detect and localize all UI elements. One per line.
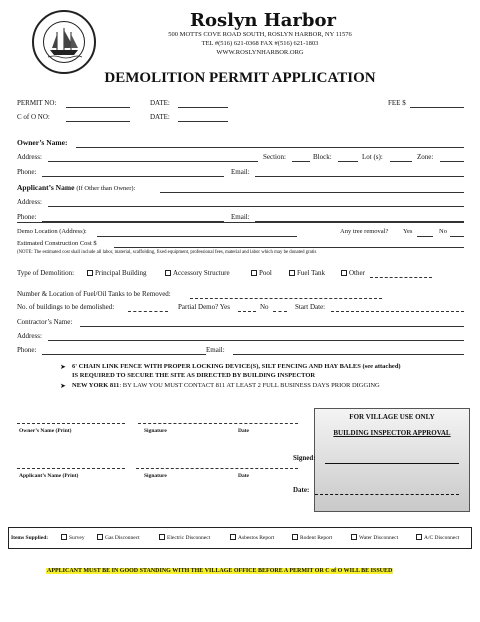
est-cost-label: Estimated Construction Cost $: [17, 240, 97, 247]
item-survey-label: Survey: [69, 535, 85, 541]
ny811-label: NEW YORK 811: [72, 382, 120, 389]
item-ac-disconnect[interactable]: [416, 534, 459, 541]
phone2-label: Phone:: [17, 213, 37, 221]
item-water-disconnect[interactable]: [351, 534, 398, 541]
phone1-label: Phone:: [17, 168, 37, 176]
applicant-note: (If Other than Owner):: [76, 185, 136, 192]
cost-note: (NOTE: The estimated cost shall include all labor, material, scaffolding, fixed equipment, professional fees, material and labor which may be donated gratis: [17, 250, 317, 255]
block-field[interactable]: [338, 161, 358, 162]
tree-yes-field[interactable]: [417, 236, 433, 237]
permit-no-field[interactable]: [66, 107, 130, 108]
email1-label: Email:: [231, 168, 250, 176]
item-asbestos-label: Asbestos Report: [238, 535, 275, 541]
email2-label: Email:: [231, 213, 250, 221]
zone-label: Zone:: [417, 153, 434, 161]
num-buildings-field[interactable]: [128, 311, 168, 312]
date1-field[interactable]: [178, 107, 228, 108]
applicant-signature-label: Signature: [144, 473, 167, 479]
ny811-notice: [72, 382, 380, 389]
demo-type-accessory[interactable]: [165, 269, 230, 277]
village-seal: [32, 10, 96, 74]
checkbox-icon[interactable]: [292, 534, 298, 540]
zone-field[interactable]: [440, 161, 464, 162]
tree-no-label: No: [439, 228, 447, 235]
applicant-print-label: Applicant’s Name (Print): [19, 473, 79, 479]
contractor-name-label: Contractor’s Name:: [17, 318, 73, 326]
checkbox-icon[interactable]: [230, 534, 236, 540]
applicant-name-text: Applicant’s Name: [17, 183, 75, 192]
fence-notice-line2: IS REQUIRED TO SECURE THE SITE AS DIRECTED BY BUILDING INSPECTOR: [72, 372, 316, 379]
demo-type-other-label: Other: [349, 269, 365, 277]
partial-demo-label: Partial Demo? Yes: [178, 303, 230, 311]
inspector-approval-title: BUILDING INSPECTOR APPROVAL: [333, 429, 451, 437]
applicant-signature-field[interactable]: [136, 468, 298, 469]
section-field[interactable]: [292, 161, 310, 162]
section-label: Section:: [263, 153, 286, 161]
town-name: Roslyn Harbor: [190, 10, 336, 31]
demo-type-other-field[interactable]: [370, 277, 432, 278]
owner-print-field[interactable]: [17, 423, 125, 424]
items-supplied-label: Items Supplied:: [11, 535, 49, 541]
phone3-field[interactable]: [42, 354, 206, 355]
town-phone-fax: TEL #(516) 621-0368 FAX #(516) 621-1803: [201, 40, 319, 47]
checkbox-icon[interactable]: [351, 534, 357, 540]
applicant-name-label: [17, 183, 135, 192]
email3-label: Email:: [206, 346, 225, 354]
start-date-field[interactable]: [331, 311, 464, 312]
phone1-field[interactable]: [42, 176, 224, 177]
signed-field[interactable]: [325, 463, 459, 464]
checkbox-icon[interactable]: [97, 534, 103, 540]
phone3-label: Phone:: [17, 346, 37, 354]
est-cost-field[interactable]: [114, 247, 464, 248]
box-date-label: Date:: [293, 486, 310, 494]
applicant-name-field[interactable]: [160, 192, 464, 193]
demo-type-principal-label: Principal Building: [95, 269, 147, 277]
demo-type-fuel-tank-label: Fuel Tank: [297, 269, 325, 277]
permit-no-label: PERMIT NO:: [17, 99, 57, 107]
demo-type-pool[interactable]: [251, 269, 272, 277]
phone2-field[interactable]: [42, 221, 224, 222]
demo-location-field[interactable]: [97, 236, 297, 237]
address2-label: Address:: [17, 198, 42, 206]
checkbox-icon[interactable]: [165, 270, 171, 276]
contractor-name-field[interactable]: [80, 326, 464, 327]
partial-yes-field[interactable]: [238, 311, 256, 312]
checkbox-icon[interactable]: [341, 270, 347, 276]
item-rodent-report[interactable]: [292, 534, 332, 541]
owner-date-label: Date: [238, 428, 249, 434]
good-standing-notice: APPLICANT MUST BE IN GOOD STANDING WITH THE VILLAGE OFFICE BEFORE A PERMIT OR C of O WILL BE ISSUED: [47, 568, 393, 574]
date2-field[interactable]: [178, 121, 228, 122]
date1-label: DATE:: [150, 99, 170, 107]
fuel-tanks-field[interactable]: [190, 298, 382, 299]
seal-inner-ring: [43, 21, 85, 63]
demo-type-other[interactable]: [341, 269, 365, 277]
signed-label: Signed:: [293, 454, 316, 462]
bullet-arrow-icon: ➤: [60, 382, 66, 390]
owner-signature-field[interactable]: [138, 423, 298, 424]
lot-label: Lot (s):: [362, 153, 383, 161]
ny811-text: : BY LAW YOU MUST CONTACT 811 AT LEAST 2 FULL BUSINESS DAYS PRIOR DIGGING: [119, 382, 380, 389]
cofo-no-label: C of O NO:: [17, 113, 50, 121]
bullet-arrow-icon: ➤: [60, 363, 66, 371]
fee-field[interactable]: [410, 107, 464, 108]
box-date-field[interactable]: [315, 494, 459, 495]
ship-icon: [44, 22, 84, 62]
tree-removal-label: Any tree removal?: [340, 228, 389, 235]
item-rodent-label: Rodent Report: [300, 535, 333, 541]
block-label: Block:: [313, 153, 332, 161]
item-ac-label: A/C Disconnect: [424, 535, 460, 541]
demo-location-label: Demo Location (Address):: [17, 228, 87, 235]
tree-yes-label: Yes: [403, 228, 413, 235]
town-address: 500 MOTTS COVE ROAD SOUTH, ROSLYN HARBOR, NY 11576: [168, 31, 352, 38]
item-electric-label: Electric Disconnect: [167, 535, 211, 541]
town-website: WWW.ROSLYNHARBOR.ORG: [216, 49, 304, 56]
cofo-no-field[interactable]: [66, 121, 130, 122]
address3-field[interactable]: [48, 340, 464, 341]
demo-type-pool-label: Pool: [259, 269, 272, 277]
village-use-box: [293, 408, 470, 512]
fuel-tanks-label: Number & Location of Fuel/Oil Tanks to be Removed:: [17, 290, 171, 298]
owner-print-label: Owner’s Name (Print): [19, 428, 72, 434]
email1-field[interactable]: [255, 176, 464, 177]
fee-label: FEE $: [388, 99, 406, 107]
partial-no-field[interactable]: [273, 311, 287, 312]
tree-no-field[interactable]: [450, 236, 464, 237]
page-title: DEMOLITION PERMIT APPLICATION: [104, 70, 376, 86]
partial-no-label: No: [260, 303, 269, 311]
checkbox-icon[interactable]: [61, 534, 67, 540]
item-asbestos-report[interactable]: [230, 534, 274, 541]
address1-label: Address:: [17, 153, 42, 161]
owner-signature-label: Signature: [144, 428, 167, 434]
lot-field[interactable]: [390, 161, 412, 162]
items-supplied-box: [8, 527, 472, 549]
checkbox-icon[interactable]: [289, 270, 295, 276]
applicant-print-field[interactable]: [17, 468, 125, 469]
demo-type-label: Type of Demolition:: [17, 269, 75, 277]
fence-notice-line1: 6' CHAIN LINK FENCE WITH PROPER LOCKING DEVICE(S), SILT FENCING AND HAY BALES (see attached): [72, 363, 401, 370]
email3-field[interactable]: [233, 354, 464, 355]
checkbox-icon[interactable]: [416, 534, 422, 540]
owner-name-field[interactable]: [76, 147, 464, 148]
item-water-label: Water Disconnect: [359, 535, 399, 541]
item-survey[interactable]: [61, 534, 85, 541]
owner-name-label: Owner’s Name:: [17, 138, 68, 147]
applicant-date-label: Date: [238, 473, 249, 479]
num-buildings-label: No. of buildings to be demolished:: [17, 303, 115, 311]
address2-field[interactable]: [48, 206, 464, 207]
address3-label: Address:: [17, 332, 42, 340]
start-date-label: Start Date:: [295, 303, 326, 311]
checkbox-icon[interactable]: [87, 270, 93, 276]
checkbox-icon[interactable]: [251, 270, 257, 276]
address1-field[interactable]: [48, 161, 258, 162]
demo-type-fuel-tank[interactable]: [289, 269, 325, 277]
date2-label: DATE:: [150, 113, 170, 121]
item-electric-disconnect[interactable]: [159, 534, 210, 541]
email2-field[interactable]: [255, 221, 464, 222]
address2-extra-field[interactable]: [17, 222, 464, 223]
checkbox-icon[interactable]: [159, 534, 165, 540]
demo-type-accessory-label: Accessory Structure: [173, 269, 230, 277]
item-gas-disconnect[interactable]: [97, 534, 140, 541]
demo-type-principal[interactable]: [87, 269, 147, 277]
item-gas-label: Gas Disconnect: [105, 535, 140, 541]
village-use-title: FOR VILLAGE USE ONLY: [349, 413, 435, 421]
